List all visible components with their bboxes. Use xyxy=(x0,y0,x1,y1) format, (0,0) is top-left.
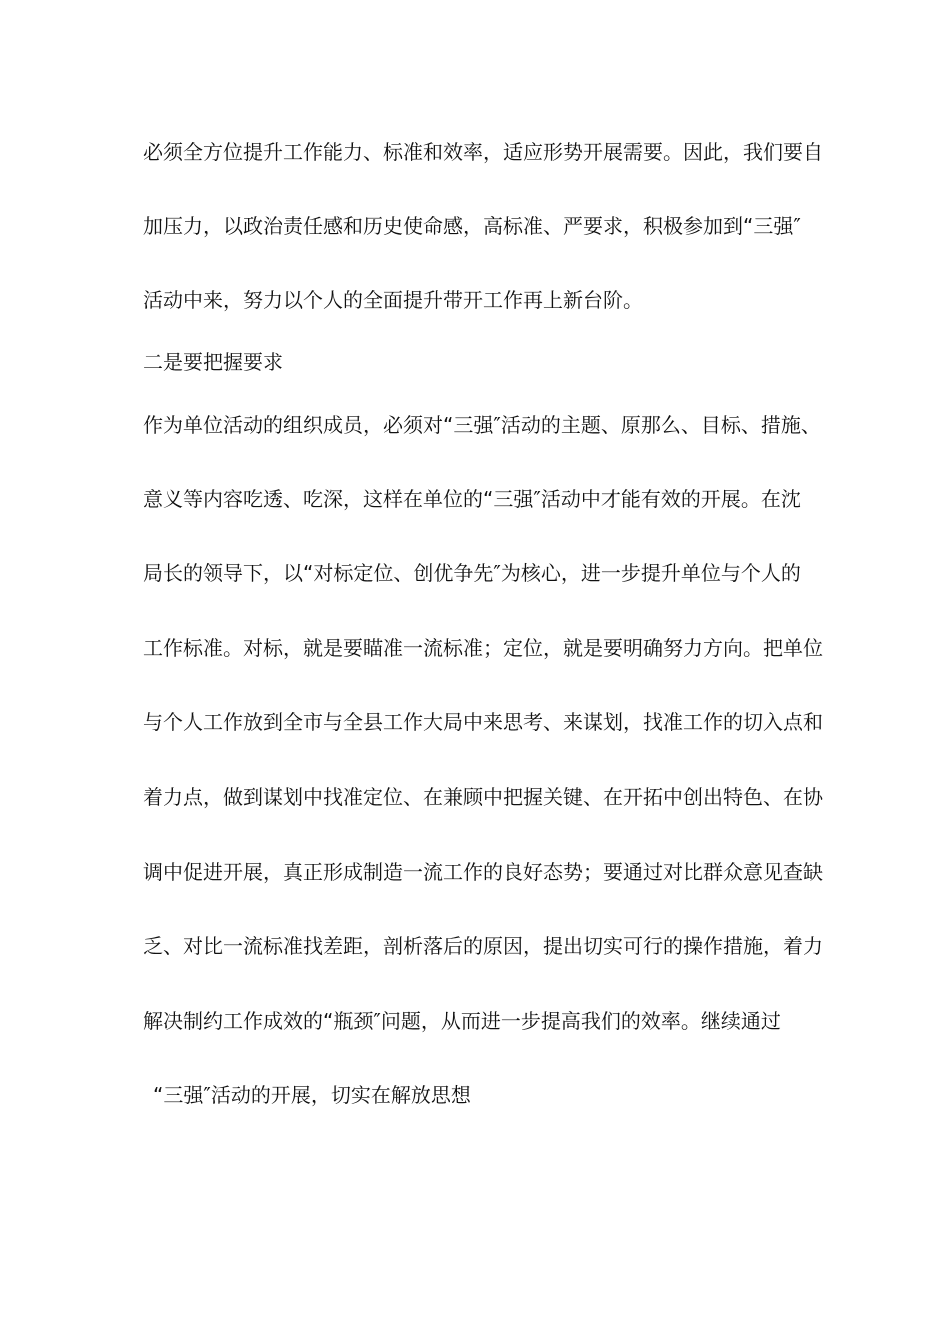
paragraph-2-line-3: 局长的领导下，以“对标定位、创优争先″为核心，进一步提升单位与个人的 xyxy=(143,561,801,585)
paragraph-1-line-1: 必须全方位提升工作能力、标准和效率，适应形势开展需要。因此，我们要自 xyxy=(143,140,823,164)
paragraph-2-line-10: “三强″活动的开展，切实在解放思想 xyxy=(153,1083,471,1107)
paragraph-2-line-5: 与个人工作放到全市与全县工作大局中来思考、来谋划，找准工作的切入点和 xyxy=(143,710,823,734)
paragraph-1-line-3: 活动中来，努力以个人的全面提升带开工作再上新台阶。 xyxy=(143,288,643,312)
paragraph-2-line-9: 解决制约工作成效的“瓶颈″问题，从而进一步提高我们的效率。继续通过 xyxy=(143,1009,781,1033)
paragraph-2-line-7: 调中促进开展，真正形成制造一流工作的良好态势；要通过对比群众意见查缺 xyxy=(143,860,823,884)
paragraph-2-line-1: 作为单位活动的组织成员，必须对“三强″活动的主题、原那么、目标、措施、 xyxy=(143,413,821,437)
paragraph-2-line-4: 工作标准。对标，就是要瞄准一流标准；定位，就是要明确努力方向。把单位 xyxy=(143,636,823,660)
paragraph-2-line-8: 乏、对比一流标准找差距，剖析落后的原因，提出切实可行的操作措施，着力 xyxy=(143,934,823,958)
section-heading: 二是要把握要求 xyxy=(143,350,283,374)
paragraph-2-line-2: 意义等内容吃透、吃深，这样在单位的“三强″活动中才能有效的开展。在沈 xyxy=(143,487,801,511)
paragraph-1-line-2: 加压力，以政治责任感和历史使命感，高标准、严要求，积极参加到“三强″ xyxy=(143,214,801,238)
paragraph-2-line-6: 着力点，做到谋划中找准定位、在兼顾中把握关键、在开拓中创出特色、在协 xyxy=(143,785,823,809)
